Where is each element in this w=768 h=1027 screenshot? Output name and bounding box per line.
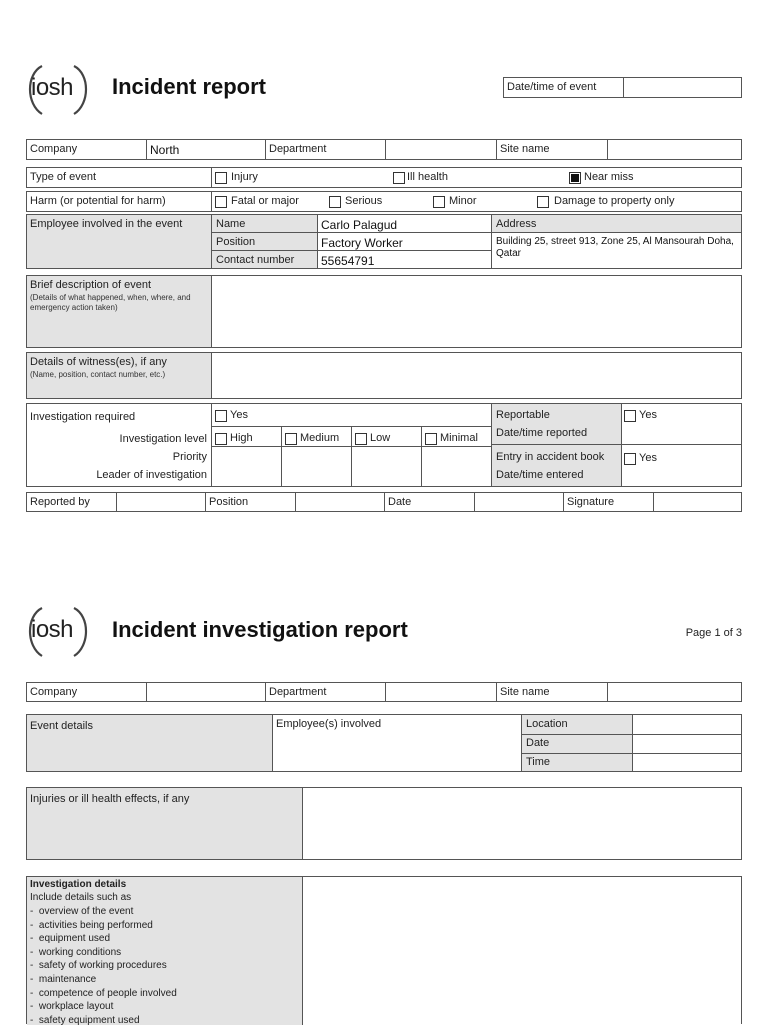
reported-date-label: Date	[388, 496, 412, 508]
name-field[interactable]: Carlo Palagud	[321, 218, 398, 232]
brief-description-field[interactable]	[212, 276, 741, 347]
injury-checkbox[interactable]	[215, 172, 227, 184]
company-label-2: Company	[30, 686, 78, 698]
near-miss-checkbox[interactable]	[569, 172, 581, 184]
contact-number-label: Contact number	[216, 254, 295, 266]
type-of-event-label: Type of event	[30, 171, 97, 183]
include-details-label: Include details such as	[30, 892, 132, 903]
investigation-details-section	[26, 876, 742, 1024]
injuries-section	[26, 787, 742, 860]
brief-description-section	[26, 275, 742, 348]
iosh-logo	[24, 60, 94, 120]
datetime-entered-label: Date/time entered	[496, 469, 584, 481]
investigation-level-label: Investigation level	[119, 433, 207, 445]
location-field[interactable]	[633, 715, 741, 733]
event-details-section	[26, 714, 742, 772]
level-medium-label: Medium	[300, 432, 340, 444]
iosh-logo-2	[24, 602, 94, 662]
date-label-2: Date	[526, 737, 550, 749]
reported-by-row	[26, 492, 742, 512]
serious-label: Serious	[345, 195, 383, 207]
level-low-checkbox[interactable]	[355, 433, 367, 445]
serious-checkbox[interactable]	[329, 196, 341, 208]
type-of-event-row	[26, 167, 742, 188]
investigation-required-label: Investigation required	[30, 411, 136, 423]
reported-by-label: Reported by	[30, 496, 90, 508]
reportable-yes-checkbox[interactable]	[624, 410, 636, 422]
details-list	[30, 905, 300, 1027]
list-item: - competence of people involved	[30, 987, 177, 999]
reported-position-label: Position	[209, 496, 249, 508]
list-item: - maintenance	[30, 973, 97, 985]
level-minimal-checkbox[interactable]	[425, 433, 437, 445]
witness-section	[26, 352, 742, 399]
department-label: Department	[269, 143, 327, 155]
department-field[interactable]	[386, 141, 496, 158]
priority-label: Priority	[172, 451, 207, 463]
list-item: - activities being performed	[30, 919, 153, 931]
site-name-label-2: Site name	[500, 686, 550, 698]
site-name-field[interactable]	[608, 141, 740, 158]
harm-row	[26, 191, 742, 212]
reported-by-field[interactable]	[117, 493, 205, 511]
logo-text: iosh	[31, 616, 74, 643]
datetime-of-event-label: Date/time of event	[507, 81, 597, 93]
fatal-major-label: Fatal or major	[231, 195, 299, 207]
harm-label: Harm (or potential for harm)	[30, 195, 166, 207]
fatal-major-checkbox[interactable]	[215, 196, 227, 208]
date-field-2[interactable]	[633, 735, 741, 753]
datetime-of-event-field[interactable]	[624, 79, 741, 97]
list-item: - workplace layout	[30, 1001, 114, 1013]
datetime-of-event-box	[503, 77, 742, 98]
investigation-yes-label: Yes	[230, 409, 248, 421]
damage-property-label: Damage to property only	[554, 195, 675, 207]
accident-book-label: Entry in accident book	[496, 451, 605, 463]
logo-text: iosh	[31, 74, 74, 101]
list-item: - safety equipment used	[30, 1014, 140, 1026]
datetime-reported-label: Date/time reported	[496, 427, 588, 439]
investigation-details-field[interactable]	[303, 877, 741, 1025]
company-label: Company	[30, 143, 78, 155]
signature-field[interactable]	[654, 493, 741, 511]
witness-label: Details of witness(es), if any	[30, 356, 167, 368]
event-details-label: Event details	[30, 720, 93, 732]
injuries-field[interactable]	[303, 788, 741, 859]
investigation-report-title: Incident investigation report	[112, 617, 408, 642]
position-field[interactable]: Factory Worker	[321, 236, 403, 250]
level-medium-checkbox[interactable]	[285, 433, 297, 445]
reported-position-field[interactable]	[296, 493, 384, 511]
list-item: - equipment used	[30, 933, 111, 945]
near-miss-label: Near miss	[584, 171, 634, 183]
list-item: - working conditions	[30, 946, 122, 958]
time-field[interactable]	[633, 754, 741, 771]
injuries-label: Injuries or ill health effects, if any	[30, 793, 190, 805]
signature-label: Signature	[567, 496, 615, 508]
minor-checkbox[interactable]	[433, 196, 445, 208]
witness-hint: (Name, position, contact number, etc.)	[30, 370, 166, 379]
address-field[interactable]: Building 25, street 913, Zone 25, Al Mansourah Doha, Qatar	[496, 236, 734, 259]
page-indicator: Page 1 of 3	[685, 627, 742, 639]
level-minimal-label: Minimal	[440, 432, 478, 444]
company-row-2	[26, 682, 742, 702]
investigation-yes-checkbox[interactable]	[215, 410, 227, 422]
leader-label: Leader of investigation	[96, 469, 207, 481]
accident-book-yes-label: Yes	[639, 452, 657, 464]
reportable-label: Reportable	[496, 409, 550, 421]
site-name-field-2[interactable]	[608, 683, 741, 701]
investigation-section	[26, 403, 742, 487]
reported-date-field[interactable]	[475, 493, 563, 511]
level-low-label: Low	[370, 432, 391, 444]
name-label: Name	[216, 218, 246, 230]
ill-health-label: Ill health	[407, 171, 448, 183]
location-label: Location	[526, 718, 568, 730]
position-label: Position	[216, 236, 256, 248]
contact-number-field[interactable]: 55654791	[321, 254, 375, 268]
brief-description-hint: (Details of what happened, when, where, and emergency action taken)	[30, 293, 191, 312]
minor-label: Minor	[449, 195, 477, 207]
site-name-label: Site name	[500, 143, 550, 155]
time-label: Time	[526, 756, 551, 768]
investigation-details-label: Investigation details	[30, 879, 127, 890]
brief-description-label: Brief description of event	[30, 279, 152, 291]
company-field-2[interactable]	[147, 683, 265, 701]
employee-label: Employee involved in the event	[30, 218, 183, 230]
reportable-yes-label: Yes	[639, 409, 657, 421]
page-title: Incident report	[112, 74, 267, 99]
damage-property-checkbox[interactable]	[537, 196, 549, 208]
injury-label: Injury	[231, 171, 258, 183]
level-high-label: High	[230, 432, 253, 444]
employee-section	[26, 214, 742, 269]
employees-involved-label: Employee(s) involved	[276, 718, 382, 730]
company-field[interactable]: North	[150, 143, 180, 157]
list-item: - safety of working procedures	[30, 960, 167, 972]
address-label: Address	[496, 218, 537, 230]
department-field-2[interactable]	[386, 683, 496, 701]
list-item: - overview of the event	[30, 906, 134, 917]
department-label-2: Department	[269, 686, 327, 698]
company-row	[26, 139, 742, 160]
level-high-checkbox[interactable]	[215, 433, 227, 445]
accident-book-yes-checkbox[interactable]	[624, 453, 636, 465]
witness-field[interactable]	[212, 353, 741, 398]
